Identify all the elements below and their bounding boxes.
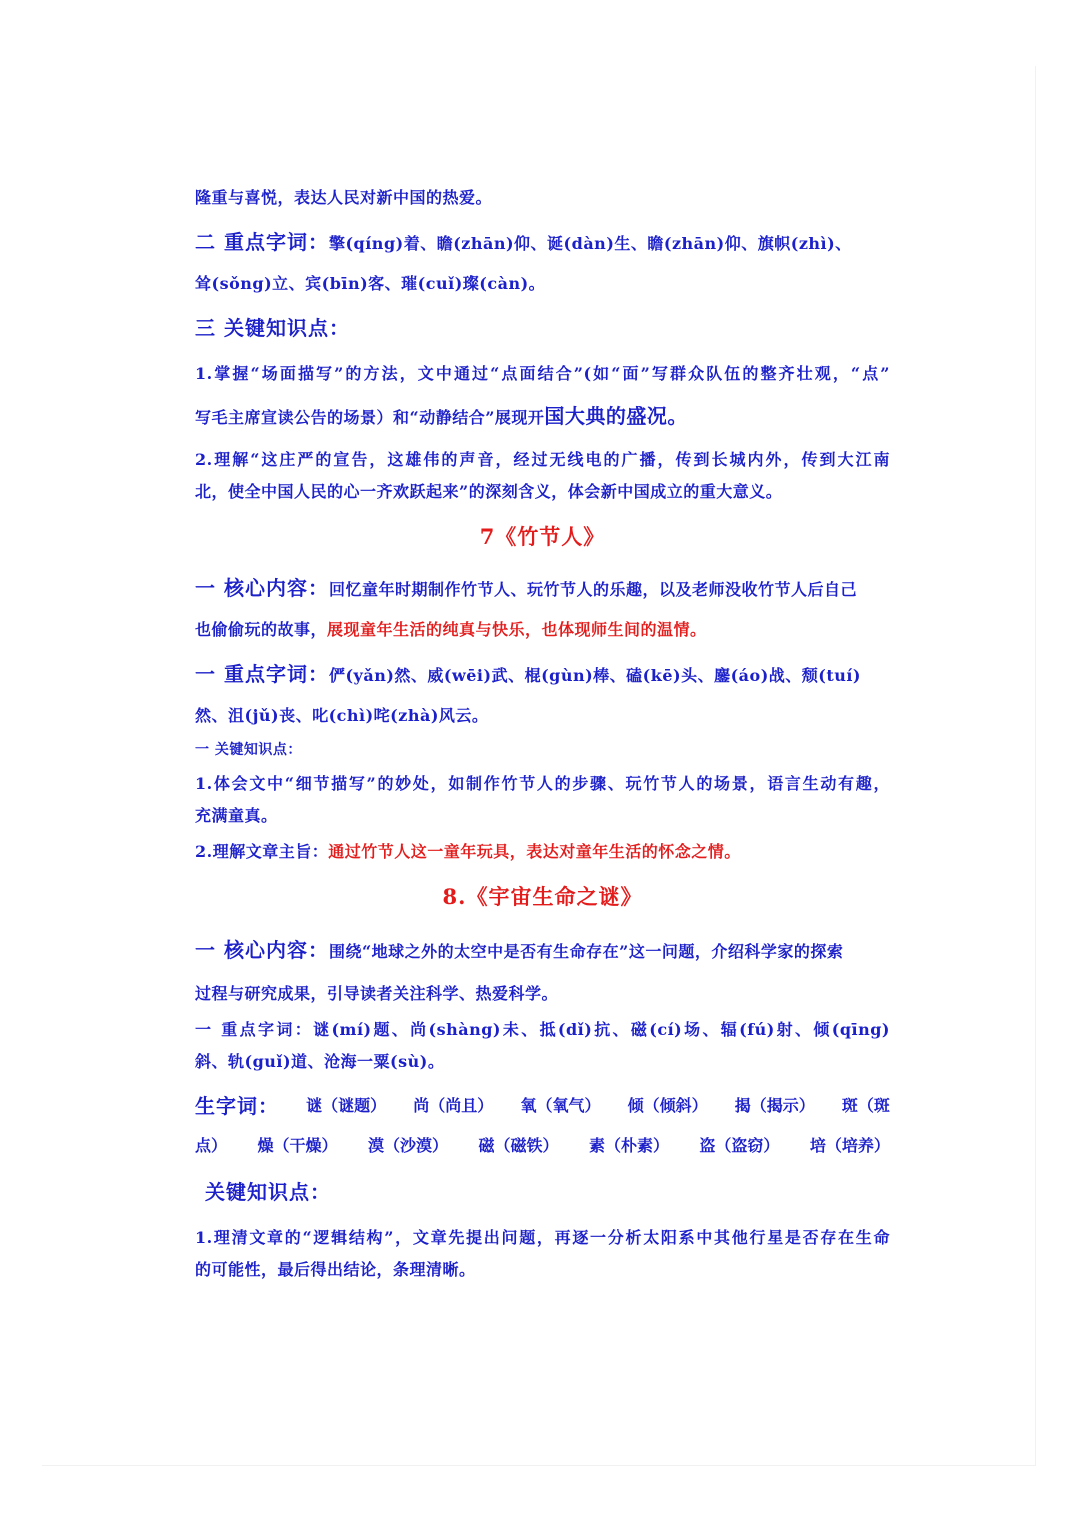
vocab-item: 揭（揭示） [734,1096,815,1115]
s6-keywords-heading: 二 重点字词： [195,230,329,254]
s7-core-line1: 回忆童年时期制作竹节人、玩竹节人的乐趣，以及老师没收竹节人后自己 [328,580,857,599]
s8-knowledge-heading: 关键知识点： [205,1180,331,1204]
vocab-item: 素（朴素） [588,1136,669,1155]
s7-point2-label: 2.理解文章主旨： [195,842,329,861]
s6-point1-line2 [195,401,890,433]
document-content [195,183,890,1285]
s6-knowledge-heading: 三 关键知识点： [195,316,350,340]
s8-core-line1: 围绕“地球之外的太空中是否有生命存在”这一问题，介绍科学家的探索 [328,942,844,961]
s7-core-heading: 一 核心内容： [195,576,329,600]
s7-keywords [195,659,890,691]
s6-point1-line1: 1.掌握“场面描写”的方法，文中通过“点面结合”(如“面”写群众队伍的整齐壮观，“点” [195,364,890,383]
s6-keywords-line2: 耸(sǒng)立、宾(bīn)客、璀(cuǐ)璨(càn)。 [195,274,546,293]
s7-keywords-heading: 一 重点字词： [195,662,329,686]
vocab-item: 谜（谜题） [306,1096,387,1115]
s8-core [195,935,890,967]
s8-point1-line2: 的可能性，最后得出结论，条理清晰。 [195,1260,476,1279]
s8-vocab-row2 [195,1131,890,1161]
vocab-item: 燥（干燥） [257,1136,338,1155]
s8-point1-line1: 1.理清文章的“逻辑结构”，文章先提出问题，再逐一分析太阳系中其他行星是否存在生命 [195,1228,890,1247]
s6-point2-line1: 2.理解“这庄严的宣告，这雄伟的声音，经过无线电的广播，传到长城内外，传到大江南 [195,450,890,469]
s7-point1-line1: 1.体会文中“细节描写”的妙处，如制作竹节人的步骤、玩竹节人的场景，语言生动有趣， [195,774,890,793]
intro-tail: 隆重与喜悦，表达人民对新中国的热爱。 [195,188,493,207]
s8-keywords-line2: 斜、轨(guǐ)道、沧海一粟(sù)。 [195,1052,445,1071]
s6-point1-line2a: 写毛主席宣读公告的场景）和“动静结合”展现开 [195,408,545,427]
s7-title: 7《竹节人》 [479,524,606,549]
vocab-item: 尚（尚且） [413,1096,494,1115]
s7-core [195,573,890,605]
s7-keywords-line2: 然、沮(jǔ)丧、叱(chì)咤(zhà)风云。 [195,706,489,725]
s7-core-line2a: 也偷偷玩的故事， [195,620,328,639]
s6-point2-line2: 北，使全中国人民的心一齐欢跃起来”的深刻含义，体会新中国成立的重大意义。 [195,482,783,501]
s6-point1-line2b: 国大典的盛况。 [544,404,688,428]
vocab-item: 盗（盗窃） [699,1136,780,1155]
vocab-item: 点） [195,1136,228,1155]
s7-point2-text: 通过竹节人这一童年玩具，表达对童年生活的怀念之情。 [328,842,741,861]
s8-keywords-line1: 一 重点字词：谜(mí)题、尚(shàng)未、抵(dǐ)抗、磁(cí)场、辐(fú)射、倾(qīng) [195,1020,890,1039]
s8-core-line2: 过程与研究成果，引导读者关注科学、热爱科学。 [195,984,559,1003]
vocab-item: 漠（沙漠） [367,1136,448,1155]
s8-vocab-row1 [195,1091,890,1121]
vocab-item: 斑（斑 [841,1096,890,1115]
s6-keywords [195,227,890,259]
vocab-item: 磁（磁铁） [478,1136,559,1155]
vocab-item: 氧（氧气） [520,1096,601,1115]
vocab-item: 培（培养） [809,1136,890,1155]
vocab-item: 倾（倾斜） [627,1096,708,1115]
s7-point2 [195,837,890,867]
s8-title: 8.《宇宙生命之谜》 [442,884,643,909]
s7-core-line2b: 展现童年生活的纯真与快乐，也体现师生间的温情。 [327,620,707,639]
s7-core-line2 [195,615,890,645]
s7-knowledge-heading: 一 关键知识点： [195,742,302,758]
s6-keywords-line1: 擎(qíng)着、瞻(zhān)仰、诞(dàn)生、瞻(zhān)仰、旗帜(zhì)、 [328,234,852,253]
s8-core-heading: 一 核心内容： [195,938,329,962]
s7-keywords-line1: 俨(yǎn)然、威(wēi)武、棍(gùn)棒、磕(kē)头、鏖(áo)战、颓(tuí) [328,666,862,685]
s8-vocab-heading: 生字词： [195,1094,279,1118]
s7-point1-line2: 充满童真。 [195,806,278,825]
